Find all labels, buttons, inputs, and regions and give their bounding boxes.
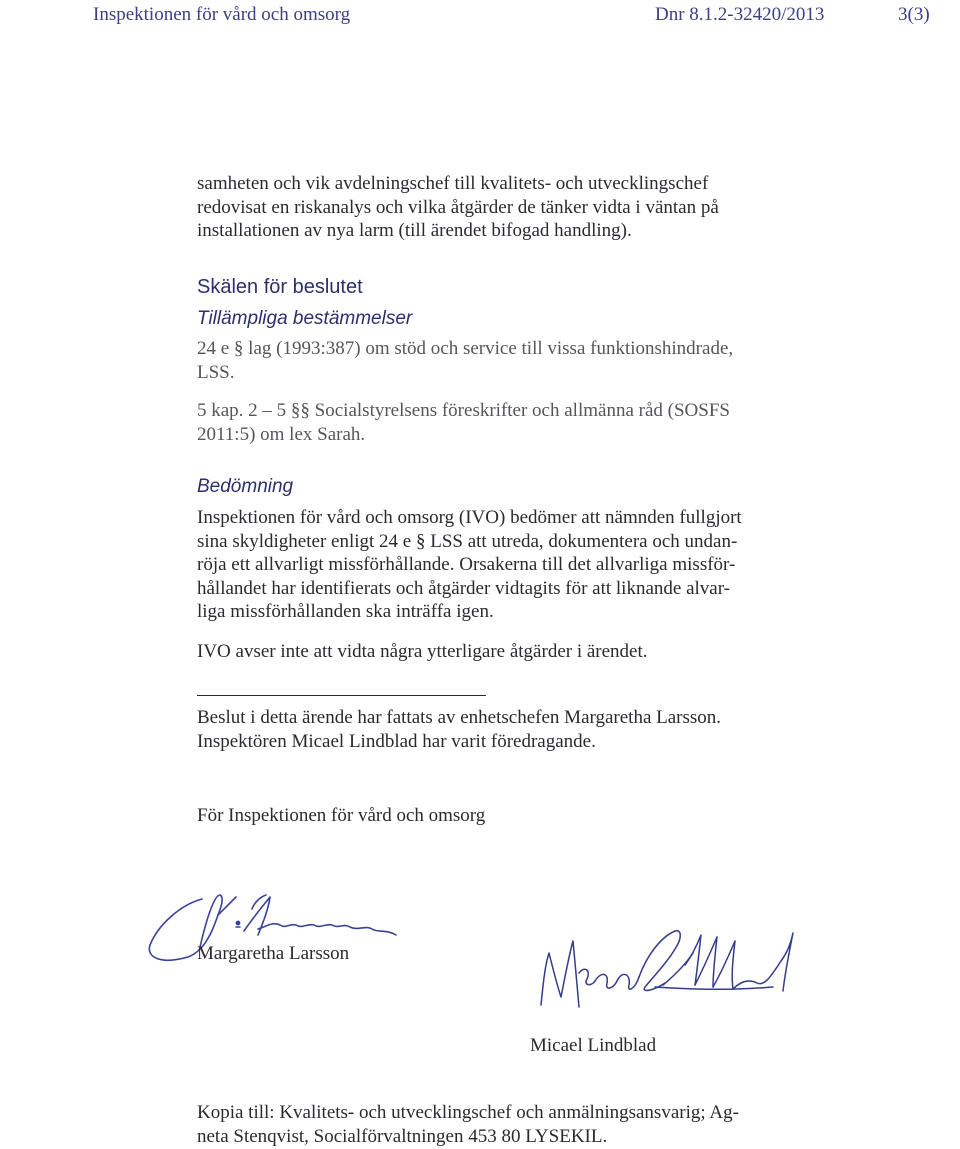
intro-line: installationen av nya larm (till ärendet bifogad handling).: [197, 220, 632, 241]
kopia-line: Kopia till: Kvalitets- och utvecklingschef och anmälningsansvarig; Ag-: [197, 1102, 739, 1123]
closing-line: För Inspektionen för vård och omsorg: [197, 805, 486, 826]
section-subheading-bestammelser: Tillämpliga bestämmelser: [197, 308, 413, 329]
bedomning-line: sina skyldigheter enligt 24 e § LSS att utreda, dokumentera och undan-: [197, 530, 738, 552]
signature-micael-lindblad: [535, 925, 805, 1020]
intro-line: redovisat en riskanalys och vilka åtgärder de tänker vidta i väntan på: [197, 196, 719, 218]
section-heading-skalen: Skälen för beslutet: [197, 276, 363, 298]
kopia-paragraph: [197, 1101, 739, 1148]
intro-line: samheten och vik avdelningschef till kvalitets- och utvecklingschef: [197, 173, 709, 194]
kopia-line: neta Stenqvist, Socialförvaltningen 453 80 LYSEKIL.: [197, 1125, 608, 1147]
decision-paragraph: [197, 706, 721, 753]
bestammelse-line: 24 e § lag (1993:387) om stöd och service till vissa funktionshindrade,: [197, 338, 734, 359]
decision-line: Beslut i detta ärende har fattats av enhetschefen Margaretha Larsson.: [197, 707, 722, 728]
bedomning-line: Inspektionen för vård och omsorg (IVO) bedömer att nämnden fullgjort: [197, 507, 742, 528]
bedomning-paragraph: [197, 506, 742, 624]
bestammelse-line: 2011:5) om lex Sarah.: [197, 423, 366, 445]
section-heading-bedomning: Bedömning: [197, 476, 294, 497]
bestammelse-lss: [197, 337, 733, 384]
header-page-number: 3(3): [898, 4, 930, 25]
signatory-name-first: Margaretha Larsson: [197, 943, 350, 964]
bedomning-line: liga missförhållanden ska inträffa igen.: [197, 601, 494, 622]
divider-line: [197, 695, 486, 696]
header-org: Inspektionen för vård och omsorg: [93, 4, 351, 25]
header-dnr: Dnr 8.1.2-32420/2013: [655, 4, 825, 25]
bedomning-conclusion: IVO avser inte att vidta några ytterligare åtgärder i ärendet.: [197, 641, 648, 662]
intro-paragraph: [197, 172, 719, 243]
bestammelse-line: 5 kap. 2 – 5 §§ Socialstyrelsens föreskrifter och allmänna råd (SOSFS: [197, 400, 730, 421]
bestammelse-sosfs: [197, 399, 730, 446]
signatory-name-second: Micael Lindblad: [530, 1035, 657, 1056]
bedomning-line: hållandet har identifierats och åtgärder vidtagits för att liknande alvar-: [197, 577, 730, 599]
decision-line: Inspektören Micael Lindblad har varit föredragande.: [197, 730, 596, 752]
bestammelse-line: LSS.: [197, 361, 235, 383]
bedomning-line: röja ett allvarligt missförhållande. Orsakerna till det allvarliga missför-: [197, 554, 736, 575]
